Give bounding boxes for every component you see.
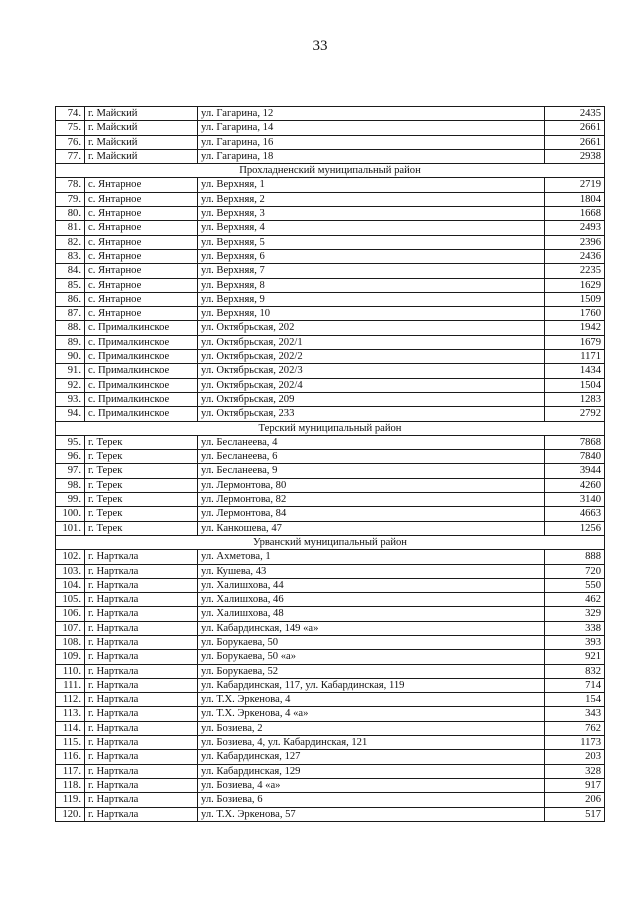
settlement-cell: с. Янтарное — [85, 292, 198, 306]
row-number: 87. — [56, 307, 85, 321]
address-cell: ул. Халишхова, 48 — [198, 607, 545, 621]
value-cell: 1509 — [545, 292, 605, 306]
settlement-cell: г. Нарткала — [85, 793, 198, 807]
value-cell: 888 — [545, 550, 605, 564]
address-cell: ул. Бозиева, 6 — [198, 793, 545, 807]
table-row — [56, 621, 605, 635]
table-row — [56, 221, 605, 235]
address-cell: ул. Борукаева, 52 — [198, 664, 545, 678]
table-row — [56, 364, 605, 378]
address-cell: ул. Октябрьская, 209 — [198, 392, 545, 406]
table-row — [56, 392, 605, 406]
address-cell: ул. Т.Х. Эркенова, 57 — [198, 807, 545, 821]
table-row — [56, 278, 605, 292]
row-number: 109. — [56, 650, 85, 664]
address-cell: ул. Верхняя, 4 — [198, 221, 545, 235]
address-cell: ул. Бесланеева, 9 — [198, 464, 545, 478]
table-row — [56, 593, 605, 607]
settlement-cell: с. Янтарное — [85, 192, 198, 206]
settlement-cell: с. Прималкинское — [85, 407, 198, 421]
value-cell: 329 — [545, 607, 605, 621]
address-cell: ул. Верхняя, 10 — [198, 307, 545, 321]
value-cell: 2719 — [545, 178, 605, 192]
value-cell: 720 — [545, 564, 605, 578]
address-cell: ул. Верхняя, 1 — [198, 178, 545, 192]
settlement-cell: с. Янтарное — [85, 178, 198, 192]
settlement-cell: г. Нарткала — [85, 750, 198, 764]
table-row — [56, 464, 605, 478]
row-number: 119. — [56, 793, 85, 807]
row-number: 108. — [56, 635, 85, 649]
value-cell: 203 — [545, 750, 605, 764]
row-number: 77. — [56, 149, 85, 163]
settlement-cell: г. Майский — [85, 149, 198, 163]
table-row — [56, 435, 605, 449]
table-row — [56, 235, 605, 249]
table-row — [56, 607, 605, 621]
value-cell: 1504 — [545, 378, 605, 392]
value-cell: 1942 — [545, 321, 605, 335]
address-cell: ул. Кабардинская, 149 «а» — [198, 621, 545, 635]
settlement-cell: г. Нарткала — [85, 550, 198, 564]
row-number: 91. — [56, 364, 85, 378]
table-row — [56, 707, 605, 721]
address-cell: ул. Бозиева, 2 — [198, 721, 545, 735]
settlement-cell: г. Терек — [85, 464, 198, 478]
table-row — [56, 135, 605, 149]
housing-registry-table — [55, 106, 605, 822]
table-row — [56, 721, 605, 735]
address-cell: ул. Октябрьская, 202/2 — [198, 350, 545, 364]
table-row — [56, 793, 605, 807]
row-number: 106. — [56, 607, 85, 621]
value-cell: 1629 — [545, 278, 605, 292]
row-number: 111. — [56, 678, 85, 692]
table-row — [56, 736, 605, 750]
settlement-cell: г. Нарткала — [85, 693, 198, 707]
settlement-cell: г. Нарткала — [85, 807, 198, 821]
settlement-cell: г. Нарткала — [85, 650, 198, 664]
row-number: 94. — [56, 407, 85, 421]
row-number: 88. — [56, 321, 85, 335]
settlement-cell: с. Янтарное — [85, 278, 198, 292]
table-row — [56, 678, 605, 692]
section-header-row — [56, 421, 605, 435]
table-row — [56, 578, 605, 592]
table-row — [56, 321, 605, 335]
page-number: 33 — [312, 38, 328, 54]
address-cell: ул. Гагарина, 12 — [198, 107, 545, 121]
value-cell: 1434 — [545, 364, 605, 378]
table-row — [56, 407, 605, 421]
row-number: 95. — [56, 435, 85, 449]
section-header-row — [56, 164, 605, 178]
table-row — [56, 764, 605, 778]
row-number: 85. — [56, 278, 85, 292]
address-cell: ул. Канкошева, 47 — [198, 521, 545, 535]
address-cell: ул. Халишхова, 44 — [198, 578, 545, 592]
settlement-cell: с. Прималкинское — [85, 378, 198, 392]
address-cell: ул. Гагарина, 14 — [198, 121, 545, 135]
value-cell: 7840 — [545, 450, 605, 464]
table-row — [56, 650, 605, 664]
row-number: 104. — [56, 578, 85, 592]
settlement-cell: с. Янтарное — [85, 264, 198, 278]
row-number: 99. — [56, 493, 85, 507]
table-row — [56, 550, 605, 564]
row-number: 113. — [56, 707, 85, 721]
address-cell: ул. Верхняя, 7 — [198, 264, 545, 278]
table-row — [56, 693, 605, 707]
row-number: 76. — [56, 135, 85, 149]
row-number: 92. — [56, 378, 85, 392]
value-cell: 1760 — [545, 307, 605, 321]
table-row — [56, 207, 605, 221]
value-cell: 1679 — [545, 335, 605, 349]
settlement-cell: с. Прималкинское — [85, 364, 198, 378]
table-row — [56, 350, 605, 364]
settlement-cell: г. Нарткала — [85, 564, 198, 578]
settlement-cell: с. Янтарное — [85, 207, 198, 221]
table-row — [56, 807, 605, 821]
settlement-cell: г. Нарткала — [85, 664, 198, 678]
settlement-cell: г. Майский — [85, 107, 198, 121]
value-cell: 2661 — [545, 121, 605, 135]
row-number: 120. — [56, 807, 85, 821]
address-cell: ул. Верхняя, 3 — [198, 207, 545, 221]
registry-table-body — [56, 107, 605, 822]
value-cell: 2493 — [545, 221, 605, 235]
address-cell: ул. Октябрьская, 202/1 — [198, 335, 545, 349]
value-cell: 206 — [545, 793, 605, 807]
row-number: 118. — [56, 778, 85, 792]
settlement-cell: г. Терек — [85, 521, 198, 535]
row-number: 93. — [56, 392, 85, 406]
settlement-cell: г. Терек — [85, 435, 198, 449]
value-cell: 3944 — [545, 464, 605, 478]
address-cell: ул. Халишхова, 46 — [198, 593, 545, 607]
row-number: 78. — [56, 178, 85, 192]
row-number: 82. — [56, 235, 85, 249]
address-cell: ул. Борукаева, 50 — [198, 635, 545, 649]
table-row — [56, 778, 605, 792]
address-cell: ул. Борукаева, 50 «а» — [198, 650, 545, 664]
row-number: 101. — [56, 521, 85, 535]
value-cell: 4260 — [545, 478, 605, 492]
value-cell: 550 — [545, 578, 605, 592]
table-row — [56, 450, 605, 464]
settlement-cell: г. Терек — [85, 507, 198, 521]
settlement-cell: г. Терек — [85, 450, 198, 464]
settlement-cell: г. Нарткала — [85, 607, 198, 621]
value-cell: 1283 — [545, 392, 605, 406]
value-cell: 2938 — [545, 149, 605, 163]
table-row — [56, 507, 605, 521]
value-cell: 2792 — [545, 407, 605, 421]
address-cell: ул. Бозиева, 4, ул. Кабардинская, 121 — [198, 736, 545, 750]
settlement-cell: г. Нарткала — [85, 621, 198, 635]
address-cell: ул. Верхняя, 9 — [198, 292, 545, 306]
value-cell: 338 — [545, 621, 605, 635]
table-row — [56, 121, 605, 135]
address-cell: ул. Гагарина, 16 — [198, 135, 545, 149]
settlement-cell: г. Майский — [85, 121, 198, 135]
row-number: 102. — [56, 550, 85, 564]
value-cell: 462 — [545, 593, 605, 607]
value-cell: 832 — [545, 664, 605, 678]
row-number: 105. — [56, 593, 85, 607]
settlement-cell: с. Прималкинское — [85, 392, 198, 406]
row-number: 98. — [56, 478, 85, 492]
district-name: Прохладненский муниципальный район — [56, 164, 605, 178]
table-row — [56, 249, 605, 263]
settlement-cell: г. Нарткала — [85, 721, 198, 735]
address-cell: ул. Т.Х. Эркенова, 4 — [198, 693, 545, 707]
row-number: 89. — [56, 335, 85, 349]
table-row — [56, 107, 605, 121]
address-cell: ул. Бесланеева, 6 — [198, 450, 545, 464]
settlement-cell: г. Нарткала — [85, 778, 198, 792]
address-cell: ул. Кабардинская, 129 — [198, 764, 545, 778]
address-cell: ул. Лермонтова, 80 — [198, 478, 545, 492]
row-number: 103. — [56, 564, 85, 578]
settlement-cell: г. Майский — [85, 135, 198, 149]
table-row — [56, 192, 605, 206]
value-cell: 1256 — [545, 521, 605, 535]
address-cell: ул. Бесланеева, 4 — [198, 435, 545, 449]
value-cell: 343 — [545, 707, 605, 721]
row-number: 74. — [56, 107, 85, 121]
value-cell: 1171 — [545, 350, 605, 364]
table-row — [56, 307, 605, 321]
district-name: Урванский муниципальный район — [56, 535, 605, 549]
row-number: 96. — [56, 450, 85, 464]
address-cell: ул. Верхняя, 2 — [198, 192, 545, 206]
value-cell: 517 — [545, 807, 605, 821]
table-row — [56, 335, 605, 349]
address-cell: ул. Кушева, 43 — [198, 564, 545, 578]
row-number: 84. — [56, 264, 85, 278]
table-row — [56, 664, 605, 678]
value-cell: 4663 — [545, 507, 605, 521]
table-row — [56, 564, 605, 578]
settlement-cell: г. Терек — [85, 493, 198, 507]
table-row — [56, 178, 605, 192]
settlement-cell: с. Янтарное — [85, 249, 198, 263]
address-cell: ул. Ахметова, 1 — [198, 550, 545, 564]
table-row — [56, 292, 605, 306]
row-number: 115. — [56, 736, 85, 750]
address-cell: ул. Октябрьская, 202/4 — [198, 378, 545, 392]
table-row — [56, 750, 605, 764]
address-cell: ул. Гагарина, 18 — [198, 149, 545, 163]
row-number: 90. — [56, 350, 85, 364]
value-cell: 1173 — [545, 736, 605, 750]
settlement-cell: с. Прималкинское — [85, 321, 198, 335]
row-number: 100. — [56, 507, 85, 521]
value-cell: 2435 — [545, 107, 605, 121]
address-cell: ул. Кабардинская, 127 — [198, 750, 545, 764]
table-row — [56, 149, 605, 163]
settlement-cell: г. Нарткала — [85, 635, 198, 649]
table-row — [56, 478, 605, 492]
value-cell: 393 — [545, 635, 605, 649]
value-cell: 3140 — [545, 493, 605, 507]
settlement-cell: с. Янтарное — [85, 307, 198, 321]
value-cell: 2661 — [545, 135, 605, 149]
settlement-cell: с. Прималкинское — [85, 335, 198, 349]
row-number: 86. — [56, 292, 85, 306]
value-cell: 7868 — [545, 435, 605, 449]
settlement-cell: г. Нарткала — [85, 707, 198, 721]
row-number: 110. — [56, 664, 85, 678]
address-cell: ул. Октябрьская, 202 — [198, 321, 545, 335]
settlement-cell: с. Янтарное — [85, 221, 198, 235]
value-cell: 1804 — [545, 192, 605, 206]
table-row — [56, 378, 605, 392]
row-number: 80. — [56, 207, 85, 221]
row-number: 112. — [56, 693, 85, 707]
row-number: 117. — [56, 764, 85, 778]
value-cell: 2436 — [545, 249, 605, 263]
row-number: 116. — [56, 750, 85, 764]
value-cell: 714 — [545, 678, 605, 692]
settlement-cell: г. Нарткала — [85, 736, 198, 750]
value-cell: 328 — [545, 764, 605, 778]
section-header-row — [56, 535, 605, 549]
settlement-cell: г. Нарткала — [85, 678, 198, 692]
settlement-cell: с. Прималкинское — [85, 350, 198, 364]
settlement-cell: г. Нарткала — [85, 764, 198, 778]
address-cell: ул. Октябрьская, 233 — [198, 407, 545, 421]
settlement-cell: г. Терек — [85, 478, 198, 492]
table-row — [56, 264, 605, 278]
value-cell: 762 — [545, 721, 605, 735]
address-cell: ул. Верхняя, 5 — [198, 235, 545, 249]
value-cell: 2396 — [545, 235, 605, 249]
row-number: 97. — [56, 464, 85, 478]
row-number: 81. — [56, 221, 85, 235]
address-cell: ул. Лермонтова, 84 — [198, 507, 545, 521]
address-cell: ул. Верхняя, 6 — [198, 249, 545, 263]
value-cell: 917 — [545, 778, 605, 792]
table-row — [56, 521, 605, 535]
address-cell: ул. Верхняя, 8 — [198, 278, 545, 292]
address-cell: ул. Т.Х. Эркенова, 4 «а» — [198, 707, 545, 721]
address-cell: ул. Бозиева, 4 «а» — [198, 778, 545, 792]
address-cell: ул. Октябрьская, 202/3 — [198, 364, 545, 378]
address-cell: ул. Кабардинская, 117, ул. Кабардинская, 119 — [198, 678, 545, 692]
value-cell: 1668 — [545, 207, 605, 221]
value-cell: 154 — [545, 693, 605, 707]
settlement-cell: с. Янтарное — [85, 235, 198, 249]
row-number: 107. — [56, 621, 85, 635]
value-cell: 921 — [545, 650, 605, 664]
address-cell: ул. Лермонтова, 82 — [198, 493, 545, 507]
settlement-cell: г. Нарткала — [85, 578, 198, 592]
settlement-cell: г. Нарткала — [85, 593, 198, 607]
table-row — [56, 493, 605, 507]
row-number: 83. — [56, 249, 85, 263]
row-number: 79. — [56, 192, 85, 206]
district-name: Терский муниципальный район — [56, 421, 605, 435]
table-row — [56, 635, 605, 649]
row-number: 75. — [56, 121, 85, 135]
value-cell: 2235 — [545, 264, 605, 278]
row-number: 114. — [56, 721, 85, 735]
